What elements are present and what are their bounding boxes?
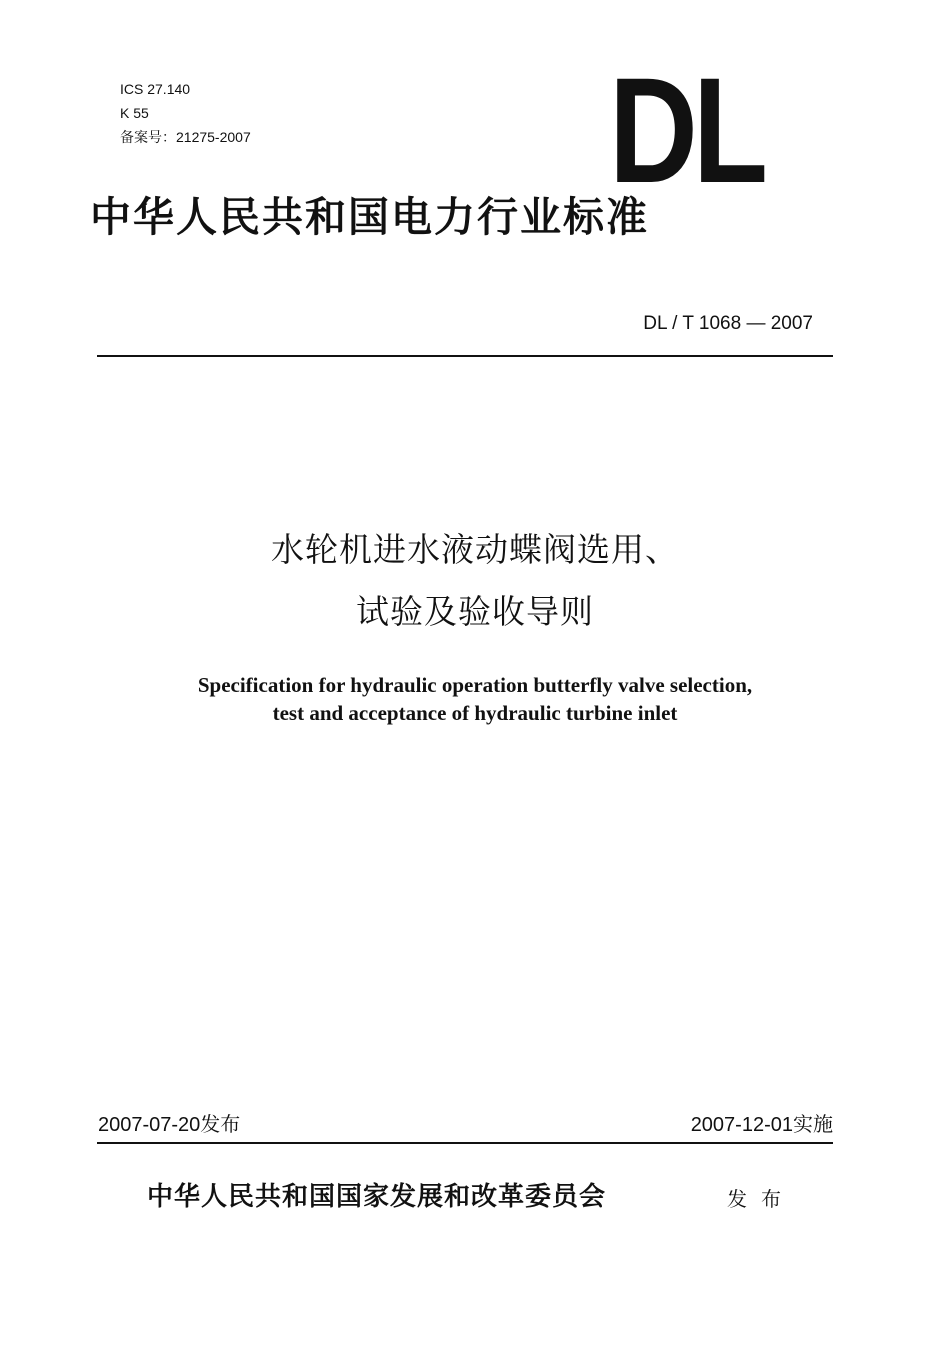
bottom-divider (97, 1142, 833, 1144)
implementation-date: 2007-12-01实施 (690, 1114, 833, 1136)
industry-standard-title: 中华人民共和国电力行业标准 (90, 193, 649, 241)
release-date: 2007-07-20发布 (98, 1114, 241, 1136)
publish-label: 发布 (727, 1187, 795, 1211)
publisher-name: 中华人民共和国国家发展和改革委员会 (147, 1182, 607, 1212)
english-title-line-2: test and acceptance of hydraulic turbine inlet (272, 701, 678, 725)
top-divider (97, 355, 833, 357)
ics-code: ICS 27.140 (120, 81, 191, 97)
filing-number: 备案号：21275-2007 (120, 129, 251, 145)
classification-code: K 55 (120, 105, 149, 121)
chinese-title-line-1: 水轮机进水液动蝶阀选用、 (271, 530, 679, 569)
english-title-line-1: Specification for hydraulic operation butterfly valve selection, (197, 673, 753, 697)
standard-number: DL / T 1068 — 2007 (643, 313, 813, 334)
dl-logo: DL (609, 46, 764, 214)
chinese-title-line-2: 试验及验收导则 (356, 592, 594, 631)
